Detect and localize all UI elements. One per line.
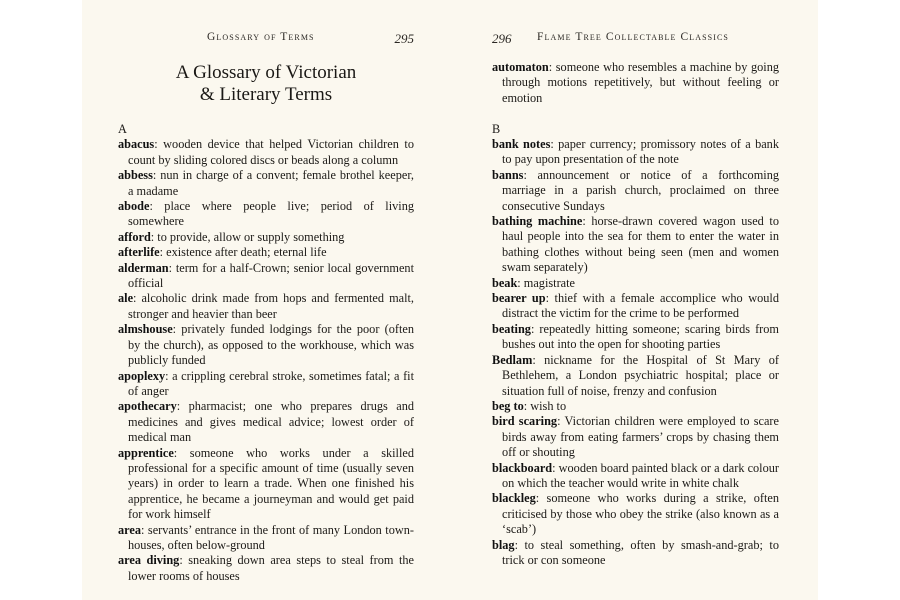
glossary-entry [118, 369, 414, 400]
glossary-definition: : a crippling cerebral stroke, sometimes fatal; a fit of anger [128, 368, 414, 398]
right-top-entry-list [492, 60, 779, 106]
left-entry-list [118, 137, 414, 584]
glossary-definition: : pharmacist; one who prepares drugs and medicines and gives medical advice; lowest order of medical man [128, 399, 414, 445]
glossary-definition: : Victorian children were employed to scare birds away from eating farmers’ crops by chasing them off or shouting [502, 414, 779, 460]
left-running-title: Glossary of Terms [207, 31, 315, 43]
glossary-definition: : wooden device that helped Victorian children to count by sliding colored discs or beads along a column [128, 137, 414, 167]
glossary-term: banns [492, 167, 524, 182]
glossary-definition: : sneaking down area steps to steal from the lower rooms of houses [128, 553, 415, 583]
glossary-definition: : wish to [523, 398, 567, 413]
glossary-entry [492, 214, 779, 276]
glossary-term: beak [492, 275, 518, 290]
glossary-definition: : wooden board painted black or a dark colour on which the teacher would write in white chalk [502, 460, 779, 490]
glossary-entry [118, 230, 414, 245]
glossary-definition: : paper currency; promissory notes of a bank to pay upon presentation of the note [502, 137, 779, 167]
right-glossary-column [492, 60, 779, 568]
left-glossary-column [118, 122, 414, 584]
section-letter-a: A [118, 122, 127, 136]
glossary-term: area diving [118, 553, 180, 568]
glossary-entry [118, 199, 414, 230]
glossary-term: afford [118, 229, 151, 244]
glossary-term: bank notes [492, 137, 551, 152]
glossary-entry [118, 168, 414, 199]
glossary-term: apothecary [118, 399, 177, 414]
glossary-entry [118, 446, 414, 523]
glossary-term: beating [492, 321, 531, 336]
glossary-definition: : term for a half-Crown; senior local government official [128, 260, 414, 291]
glossary-term: abbess [118, 168, 153, 183]
glossary-entry [492, 353, 779, 399]
glossary-definition: : place where people live; period of living somewhere [128, 199, 414, 229]
left-page [118, 0, 414, 600]
glossary-term: Bedlam [492, 352, 533, 367]
glossary-term: almshouse [118, 322, 173, 337]
glossary-entry [118, 523, 414, 554]
glossary-entry [492, 414, 779, 460]
page-title-line-2: & Literary Terms [199, 84, 333, 105]
glossary-term: blag [492, 537, 515, 552]
glossary-definition: : nun in charge of a convent; female brothel keeper, a madame [128, 168, 414, 198]
glossary-entry [492, 137, 779, 168]
glossary-term: afterlife [118, 245, 160, 260]
glossary-entry [492, 168, 779, 214]
glossary-definition: : nickname for the Hospital of St Mary of Bethlehem, a London psychiatric hospital; place or situation full of noise, frenzy and confusion [502, 352, 779, 398]
glossary-definition: : horse-drawn covered wagon used to haul people into the sea for them to enter the water in bathing clothes without being seen (men and women swam separately) [502, 214, 779, 275]
glossary-entry [492, 491, 779, 537]
glossary-definition: : servants’ entrance in the front of many London town-houses, often below-ground [128, 522, 414, 552]
glossary-term: bearer up [492, 291, 546, 306]
right-running-head [492, 31, 779, 49]
glossary-entry [492, 60, 779, 106]
glossary-term: apoplexy [118, 368, 166, 383]
left-running-head [118, 31, 414, 49]
glossary-definition: : existence after death; eternal life [159, 245, 327, 260]
left-page-number: 295 [394, 31, 414, 46]
glossary-definition: : to steal something, often by smash-and-grab; to trick or con someone [502, 537, 779, 567]
glossary-definition: : magistrate [517, 275, 576, 290]
right-running-title: Flame Tree Collectable Classics [537, 31, 729, 43]
glossary-term: beg to [492, 398, 524, 413]
glossary-term: blackboard [492, 460, 553, 475]
glossary-entry [492, 399, 779, 414]
glossary-definition: : announcement or notice of a forthcoming marriage in a parish church, proclaimed on three consecutive Sundays [502, 167, 779, 213]
glossary-term: bathing machine [492, 214, 583, 229]
glossary-entry [492, 461, 779, 492]
glossary-term: apprentice [118, 445, 174, 460]
glossary-entry [492, 322, 779, 353]
glossary-term: ale [118, 291, 134, 306]
glossary-term: abacus [118, 137, 155, 152]
glossary-entry [492, 291, 779, 322]
glossary-entry [492, 538, 779, 569]
glossary-entry [118, 261, 414, 292]
glossary-definition: : privately funded lodgings for the poor (often by the church), as opposed to the workhouse, which was publicly funded [128, 322, 414, 368]
glossary-definition: : thief with a female accomplice who would distract the victim for the crime to be performed [502, 291, 779, 321]
glossary-definition: : someone who works during a strike, often criticised by those who obey the strike (also known as a ‘scab’) [502, 491, 779, 537]
section-letter-b: B [492, 121, 501, 136]
glossary-term: bird scaring [492, 414, 558, 429]
right-entry-list [492, 137, 779, 568]
glossary-definition: : someone who works under a skilled professional for a specific amount of time (usually seven years) in order to learn a trade. When one finished his apprentice, he became a journeyman and would get paid for work himself [128, 445, 414, 522]
glossary-definition: : repeatedly hitting someone; scaring birds from bushes out into the open for shooting parties [502, 321, 779, 352]
glossary-entry [118, 322, 414, 368]
glossary-term: blackleg [492, 491, 536, 506]
glossary-term: area [118, 522, 141, 537]
glossary-entry [118, 399, 414, 445]
right-page-number: 296 [492, 31, 512, 46]
glossary-entry [118, 137, 414, 168]
glossary-term: abode [118, 199, 150, 214]
glossary-entry [118, 291, 414, 322]
glossary-definition: : to provide, allow or supply something [150, 229, 345, 244]
section-gap [492, 106, 779, 121]
glossary-entry [118, 245, 414, 260]
glossary-term: automaton [492, 60, 549, 74]
page-title-line-1: A Glossary of Victorian [175, 62, 357, 83]
page-title [118, 62, 414, 106]
glossary-entry [492, 276, 779, 291]
glossary-term: alderman [118, 260, 169, 275]
glossary-definition: : alcoholic drink made from hops and fermented malt, stronger and heavier than beer [128, 291, 414, 321]
glossary-definition: : someone who resembles a machine by going through motions repetitively, but without feeling or emotion [502, 60, 779, 105]
right-page [492, 0, 779, 600]
glossary-entry [118, 553, 414, 584]
